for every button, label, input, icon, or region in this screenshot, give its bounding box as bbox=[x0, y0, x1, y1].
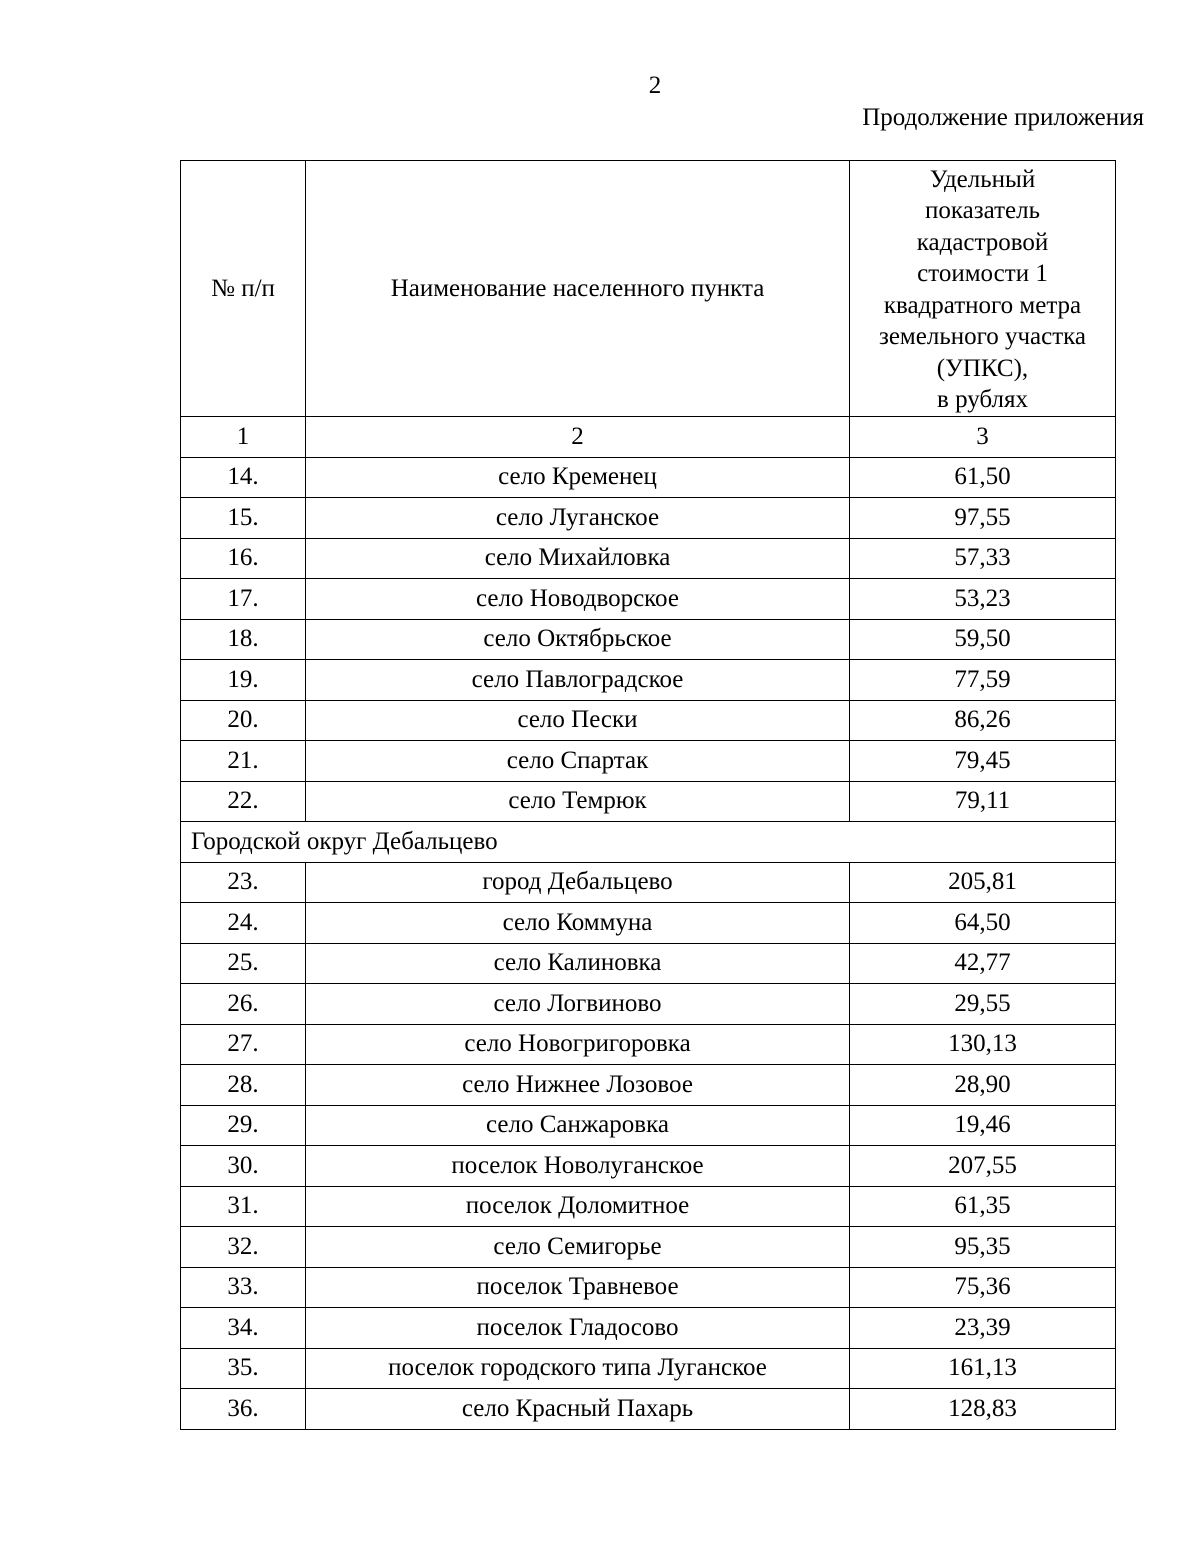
table-row bbox=[181, 741, 1116, 782]
settlement-name: город Дебальцево bbox=[306, 862, 850, 903]
upks-value: 86,26 bbox=[850, 700, 1116, 741]
upks-value: 130,13 bbox=[850, 1024, 1116, 1065]
row-number: 22. bbox=[181, 781, 306, 822]
column-number: 1 bbox=[181, 417, 306, 458]
continuation-label: Продолжение приложения bbox=[862, 104, 1144, 131]
row-number: 14. bbox=[181, 457, 306, 498]
row-number: 36. bbox=[181, 1389, 306, 1430]
header-upks-line: показатель bbox=[925, 197, 1040, 224]
settlement-name: село Октябрьское bbox=[306, 619, 850, 660]
settlement-name: село Коммуна bbox=[306, 903, 850, 944]
table-row bbox=[181, 1227, 1116, 1268]
header-upks-line: кадастровой bbox=[916, 228, 1049, 256]
table-row bbox=[181, 1024, 1116, 1065]
table-row bbox=[181, 579, 1116, 620]
settlement-name: село Павлоградское bbox=[306, 660, 850, 701]
row-number: 28. bbox=[181, 1065, 306, 1106]
settlement-name: поселок городского типа Луганское bbox=[306, 1348, 850, 1389]
settlement-name: село Пески bbox=[306, 700, 850, 741]
row-number: 17. bbox=[181, 579, 306, 620]
upks-value: 28,90 bbox=[850, 1065, 1116, 1106]
settlement-name: поселок Доломитное bbox=[306, 1186, 850, 1227]
row-number: 20. bbox=[181, 700, 306, 741]
settlement-name: поселок Гладосово bbox=[306, 1308, 850, 1349]
header-upks bbox=[850, 161, 1116, 417]
row-number: 23. bbox=[181, 862, 306, 903]
upks-value: 59,50 bbox=[850, 619, 1116, 660]
table-row bbox=[181, 700, 1116, 741]
header-upks-line: квадратного метра bbox=[883, 291, 1082, 319]
header-upks-line: в рублях bbox=[937, 386, 1028, 413]
settlement-name: село Нижнее Лозовое bbox=[306, 1065, 850, 1106]
section-title: Городской округ Дебальцево bbox=[181, 822, 1116, 863]
settlement-name: село Красный Пахарь bbox=[306, 1389, 850, 1430]
row-number: 35. bbox=[181, 1348, 306, 1389]
row-number: 27. bbox=[181, 1024, 306, 1065]
table-row bbox=[181, 1389, 1116, 1430]
column-number-row bbox=[181, 417, 1116, 458]
table-row bbox=[181, 984, 1116, 1025]
settlement-name: село Михайловка bbox=[306, 538, 850, 579]
row-number: 16. bbox=[181, 538, 306, 579]
upks-value: 128,83 bbox=[850, 1389, 1116, 1430]
row-number: 18. bbox=[181, 619, 306, 660]
column-number: 3 bbox=[850, 417, 1116, 458]
header-settlement-name: Наименование населенного пункта bbox=[306, 161, 850, 417]
table-row bbox=[181, 1065, 1116, 1106]
table-row bbox=[181, 862, 1116, 903]
row-number: 25. bbox=[181, 943, 306, 984]
row-number: 21. bbox=[181, 741, 306, 782]
upks-value: 77,59 bbox=[850, 660, 1116, 701]
row-number: 15. bbox=[181, 498, 306, 539]
upks-value: 95,35 bbox=[850, 1227, 1116, 1268]
upks-value: 61,50 bbox=[850, 457, 1116, 498]
upks-value: 79,45 bbox=[850, 741, 1116, 782]
column-number: 2 bbox=[306, 417, 850, 458]
settlement-name: село Темрюк bbox=[306, 781, 850, 822]
upks-value: 19,46 bbox=[850, 1105, 1116, 1146]
row-number: 26. bbox=[181, 984, 306, 1025]
upks-value: 57,33 bbox=[850, 538, 1116, 579]
table-row bbox=[181, 660, 1116, 701]
header-upks-line: стоимости 1 bbox=[917, 260, 1048, 287]
header-upks-line: (УПКС), bbox=[936, 354, 1029, 382]
upks-value: 97,55 bbox=[850, 498, 1116, 539]
row-number: 34. bbox=[181, 1308, 306, 1349]
cadastral-value-table bbox=[180, 160, 1116, 1430]
table-row bbox=[181, 903, 1116, 944]
header-number: № п/п bbox=[181, 161, 306, 417]
table-row bbox=[181, 538, 1116, 579]
upks-value: 205,81 bbox=[850, 862, 1116, 903]
upks-value: 64,50 bbox=[850, 903, 1116, 944]
settlement-name: село Новодворское bbox=[306, 579, 850, 620]
upks-value: 61,35 bbox=[850, 1186, 1116, 1227]
table-row bbox=[181, 1348, 1116, 1389]
settlement-name: село Кременец bbox=[306, 457, 850, 498]
upks-value: 75,36 bbox=[850, 1267, 1116, 1308]
upks-value: 79,11 bbox=[850, 781, 1116, 822]
upks-value: 53,23 bbox=[850, 579, 1116, 620]
header-row bbox=[181, 161, 1116, 417]
settlement-name: село Калиновка bbox=[306, 943, 850, 984]
table-row bbox=[181, 498, 1116, 539]
settlement-name: поселок Новолуганское bbox=[306, 1146, 850, 1187]
table-row bbox=[181, 1105, 1116, 1146]
table-row bbox=[181, 1267, 1116, 1308]
settlement-name: село Логвиново bbox=[306, 984, 850, 1025]
upks-value: 161,13 bbox=[850, 1348, 1116, 1389]
header-upks-line: Удельный bbox=[929, 165, 1036, 193]
settlement-name: село Семигорье bbox=[306, 1227, 850, 1268]
row-number: 30. bbox=[181, 1146, 306, 1187]
table-row bbox=[181, 781, 1116, 822]
table-row bbox=[181, 1146, 1116, 1187]
settlement-name: поселок Травневое bbox=[306, 1267, 850, 1308]
settlement-name: село Спартак bbox=[306, 741, 850, 782]
upks-value: 42,77 bbox=[850, 943, 1116, 984]
upks-value: 23,39 bbox=[850, 1308, 1116, 1349]
row-number: 33. bbox=[181, 1267, 306, 1308]
upks-value: 29,55 bbox=[850, 984, 1116, 1025]
row-number: 19. bbox=[181, 660, 306, 701]
table-row bbox=[181, 619, 1116, 660]
settlement-name: село Новогригоровка bbox=[306, 1024, 850, 1065]
page-number: 2 bbox=[648, 72, 662, 99]
settlement-name: село Санжаровка bbox=[306, 1105, 850, 1146]
table-row bbox=[181, 457, 1116, 498]
header-upks-line: земельного участка bbox=[878, 323, 1087, 350]
row-number: 31. bbox=[181, 1186, 306, 1227]
upks-value: 207,55 bbox=[850, 1146, 1116, 1187]
table-row bbox=[181, 1186, 1116, 1227]
table-row bbox=[181, 943, 1116, 984]
settlement-name: село Луганское bbox=[306, 498, 850, 539]
row-number: 32. bbox=[181, 1227, 306, 1268]
table-row bbox=[181, 1308, 1116, 1349]
row-number: 24. bbox=[181, 903, 306, 944]
row-number: 29. bbox=[181, 1105, 306, 1146]
section-row bbox=[181, 822, 1116, 863]
